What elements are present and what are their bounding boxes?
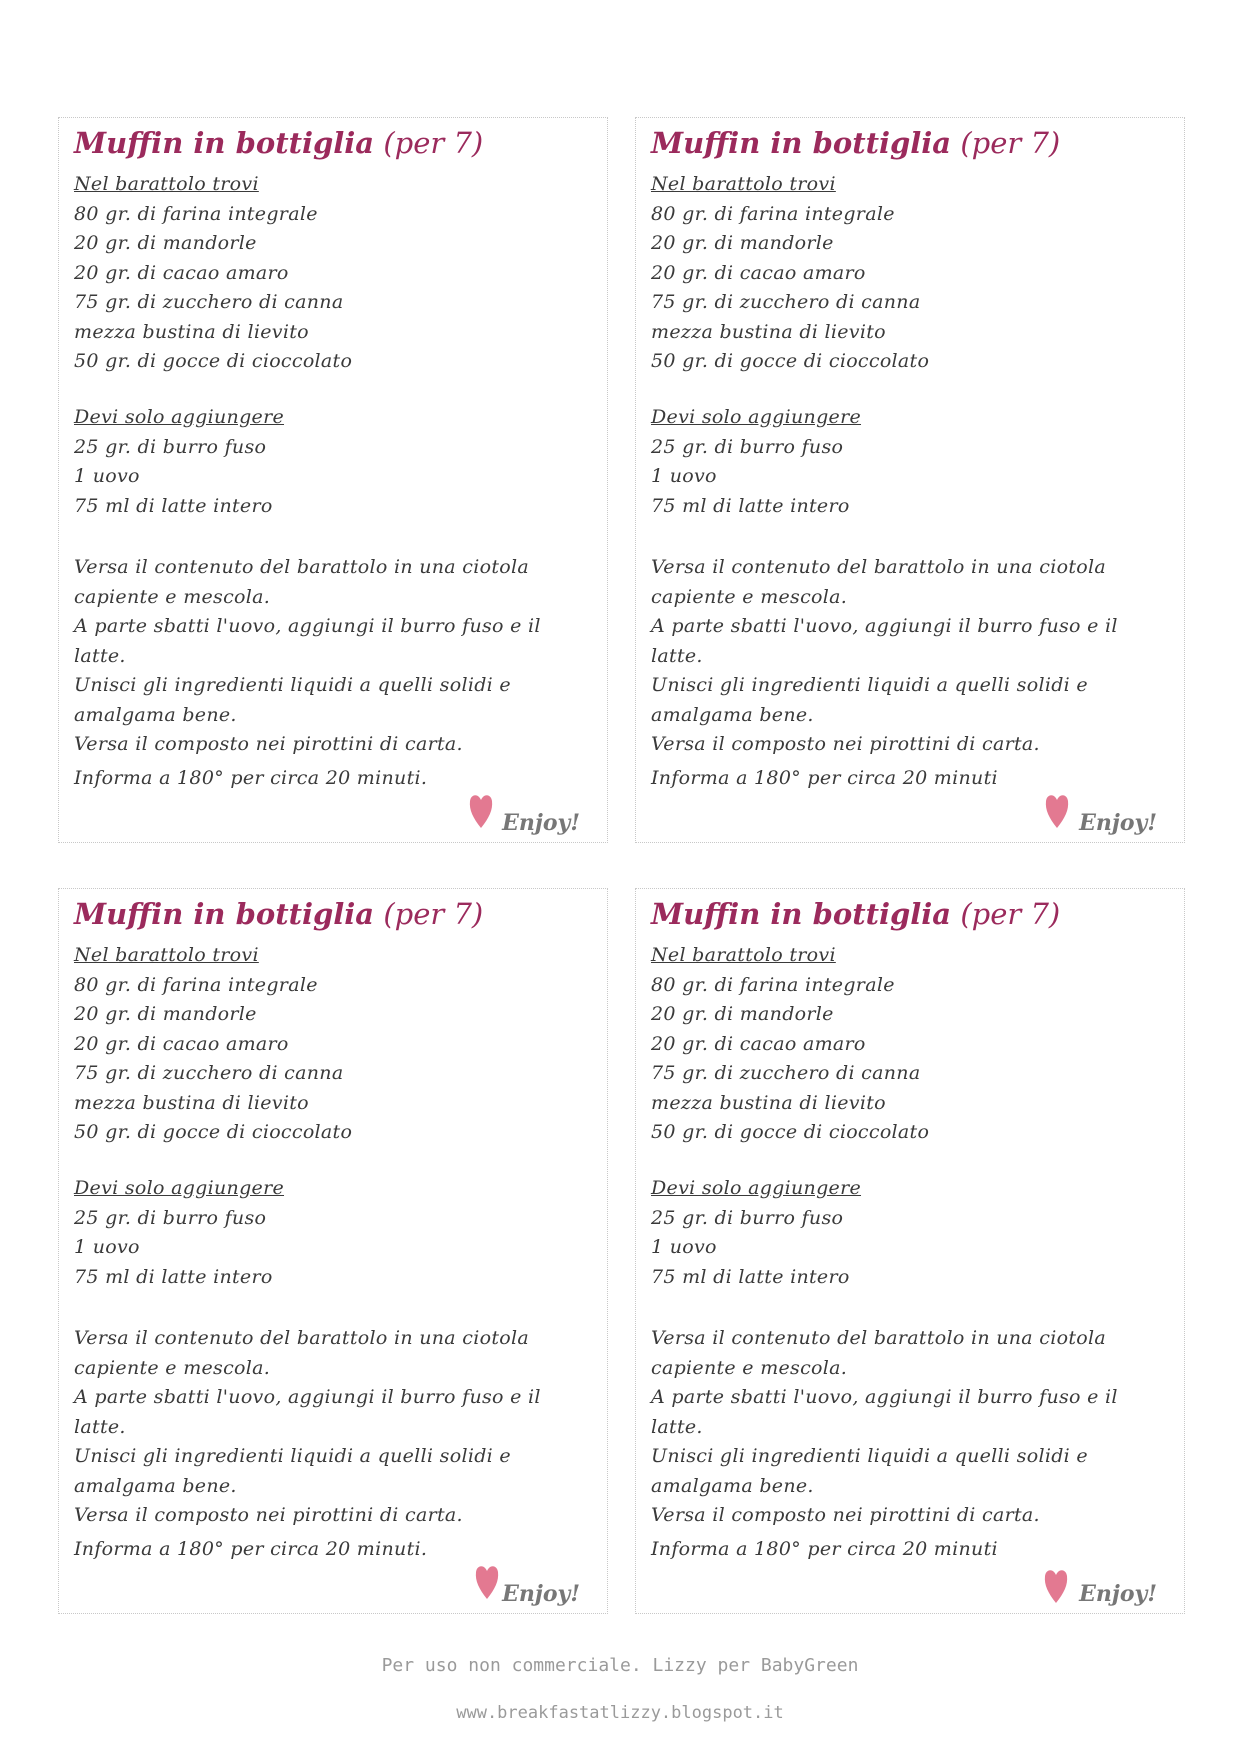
ingredient-line: 20 gr. di cacao amaro [74, 262, 289, 284]
instruction-line: Versa il contenuto del barattolo in una ciotola [651, 556, 1107, 578]
ingredient-line: 25 gr. di burro fuso [651, 1207, 844, 1229]
bake-instruction: Informa a 180° per circa 20 minuti. [74, 767, 428, 789]
ingredient-line: 80 gr. di farina integrale [74, 203, 318, 225]
card-title: Muffin in bottiglia (per 7) [74, 126, 484, 160]
ingredient-line: 25 gr. di burro fuso [651, 436, 844, 458]
ingredient-line: 75 ml di latte intero [651, 495, 850, 517]
instruction-line: latte. [74, 645, 126, 667]
instruction-line: A parte sbatti l'uovo, aggiungi il burro fuso e il [651, 1386, 1118, 1408]
card-title: Muffin in bottiglia (per 7) [651, 126, 1061, 160]
ingredient-line: mezza bustina di lievito [651, 321, 886, 343]
ingredient-line: 1 uovo [651, 1236, 717, 1258]
ingredient-line: 20 gr. di mandorle [74, 232, 257, 254]
footer-url: www.breakfastatlizzy.blogspot.it [456, 1703, 784, 1723]
bake-instruction: Informa a 180° per circa 20 minuti. [74, 1538, 428, 1560]
ingredient-line: 20 gr. di cacao amaro [651, 262, 866, 284]
instruction-line: capiente e mescola. [651, 1357, 848, 1379]
enjoy-label: Enjoy! [1079, 810, 1157, 836]
recipe-card-4 [635, 888, 1185, 1614]
instruction-line: Versa il composto nei pirottini di carta. [651, 733, 1040, 755]
ingredient-line: 75 ml di latte intero [651, 1266, 850, 1288]
heart-icon [468, 790, 494, 830]
section-heading-add: Devi solo aggiungere [651, 1177, 862, 1199]
instruction-line: Versa il contenuto del barattolo in una ciotola [651, 1327, 1107, 1349]
ingredient-line: 75 gr. di zucchero di canna [651, 1062, 921, 1084]
bake-instruction: Informa a 180° per circa 20 minuti [651, 767, 998, 789]
section-heading-jar: Nel barattolo trovi [651, 173, 836, 195]
recipe-card-3 [58, 888, 608, 1614]
ingredient-line: 20 gr. di mandorle [651, 232, 834, 254]
footer-note: Per uso non commerciale. Lizzy per BabyGreen [381, 1655, 859, 1676]
ingredient-line: mezza bustina di lievito [74, 1092, 309, 1114]
section-heading-add: Devi solo aggiungere [651, 406, 862, 428]
section-heading-add: Devi solo aggiungere [74, 1177, 285, 1199]
enjoy-label: Enjoy! [502, 810, 580, 836]
ingredient-line: 75 ml di latte intero [74, 1266, 273, 1288]
section-heading-jar: Nel barattolo trovi [74, 944, 259, 966]
ingredient-line: 80 gr. di farina integrale [651, 974, 895, 996]
instruction-line: amalgama bene. [74, 704, 237, 726]
ingredient-line: mezza bustina di lievito [74, 321, 309, 343]
ingredient-line: 20 gr. di mandorle [74, 1003, 257, 1025]
instruction-line: Versa il contenuto del barattolo in una ciotola [74, 1327, 530, 1349]
ingredient-line: 1 uovo [651, 465, 717, 487]
section-heading-jar: Nel barattolo trovi [651, 944, 836, 966]
ingredient-line: 1 uovo [74, 465, 140, 487]
instruction-line: Versa il composto nei pirottini di carta. [74, 733, 463, 755]
ingredient-line: 80 gr. di farina integrale [651, 203, 895, 225]
ingredient-line: 20 gr. di cacao amaro [651, 1033, 866, 1055]
ingredient-line: 75 gr. di zucchero di canna [651, 291, 921, 313]
section-heading-jar: Nel barattolo trovi [74, 173, 259, 195]
ingredient-line: 50 gr. di gocce di cioccolato [74, 1121, 353, 1143]
ingredient-line: 1 uovo [74, 1236, 140, 1258]
heart-icon [1044, 790, 1070, 830]
ingredient-line: 50 gr. di gocce di cioccolato [651, 1121, 930, 1143]
instruction-line: amalgama bene. [651, 1475, 814, 1497]
instruction-line: A parte sbatti l'uovo, aggiungi il burro fuso e il [651, 615, 1118, 637]
instruction-line: latte. [651, 1416, 703, 1438]
heart-icon [1043, 1565, 1069, 1605]
instruction-line: Versa il composto nei pirottini di carta. [651, 1504, 1040, 1526]
ingredient-line: 25 gr. di burro fuso [74, 1207, 267, 1229]
ingredient-line: 75 ml di latte intero [74, 495, 273, 517]
ingredient-line: 50 gr. di gocce di cioccolato [651, 350, 930, 372]
recipe-card-1 [58, 117, 608, 843]
instruction-line: latte. [74, 1416, 126, 1438]
instruction-line: Unisci gli ingredienti liquidi a quelli solidi e [74, 1445, 511, 1467]
section-heading-add: Devi solo aggiungere [74, 406, 285, 428]
recipe-card-2 [635, 117, 1185, 843]
instruction-line: amalgama bene. [651, 704, 814, 726]
instruction-line: Unisci gli ingredienti liquidi a quelli solidi e [651, 1445, 1088, 1467]
instruction-line: A parte sbatti l'uovo, aggiungi il burro fuso e il [74, 615, 541, 637]
heart-icon [474, 1561, 500, 1601]
instruction-line: A parte sbatti l'uovo, aggiungi il burro fuso e il [74, 1386, 541, 1408]
card-title: Muffin in bottiglia (per 7) [651, 897, 1061, 931]
instruction-line: Versa il composto nei pirottini di carta. [74, 1504, 463, 1526]
ingredient-line: 80 gr. di farina integrale [74, 974, 318, 996]
instruction-line: amalgama bene. [74, 1475, 237, 1497]
ingredient-line: 20 gr. di mandorle [651, 1003, 834, 1025]
instruction-line: latte. [651, 645, 703, 667]
enjoy-label: Enjoy! [1079, 1581, 1157, 1607]
ingredient-line: 75 gr. di zucchero di canna [74, 1062, 344, 1084]
ingredient-line: 20 gr. di cacao amaro [74, 1033, 289, 1055]
ingredient-line: mezza bustina di lievito [651, 1092, 886, 1114]
bake-instruction: Informa a 180° per circa 20 minuti [651, 1538, 998, 1560]
card-title: Muffin in bottiglia (per 7) [74, 897, 484, 931]
instruction-line: Unisci gli ingredienti liquidi a quelli solidi e [651, 674, 1088, 696]
instruction-line: Versa il contenuto del barattolo in una ciotola [74, 556, 530, 578]
instruction-line: capiente e mescola. [651, 586, 848, 608]
ingredient-line: 50 gr. di gocce di cioccolato [74, 350, 353, 372]
instruction-line: capiente e mescola. [74, 1357, 271, 1379]
enjoy-label: Enjoy! [502, 1581, 580, 1607]
ingredient-line: 25 gr. di burro fuso [74, 436, 267, 458]
ingredient-line: 75 gr. di zucchero di canna [74, 291, 344, 313]
instruction-line: capiente e mescola. [74, 586, 271, 608]
instruction-line: Unisci gli ingredienti liquidi a quelli solidi e [74, 674, 511, 696]
